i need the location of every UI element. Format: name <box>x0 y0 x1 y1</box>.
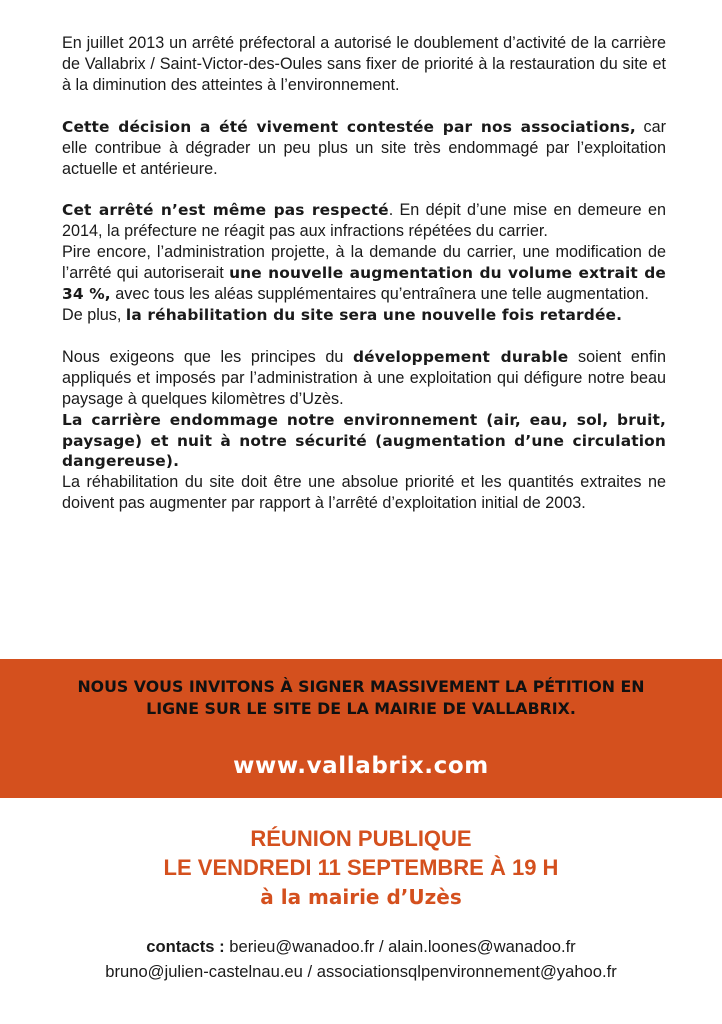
paragraph-rehabilitation <box>62 472 666 514</box>
bold-text: développement durable <box>353 347 569 366</box>
body-text: Pire encore, l’administration projette, à la demande du carrier, une modification de l’arrêté qui autoriserait <box>62 243 666 283</box>
paragraph-damage <box>62 410 666 473</box>
paragraph-intro <box>62 33 666 96</box>
intro-text: En juillet 2013 un arrêté préfectoral a autorisé le doublement d’activité de la carrière de Vallabrix / Saint-Victor-des-Oules sans fixer de priorité à la restauration du site et à la diminution des atteintes à l’environnement. <box>62 34 666 94</box>
contacts-label: contacts : <box>146 937 225 956</box>
meeting-title: RÉUNION PUBLIQUE <box>250 826 472 851</box>
petition-banner <box>0 659 722 798</box>
flyer-body <box>62 33 666 514</box>
petition-call: NOUS VOUS INVITONS À SIGNER MASSIVEMENT LA PÉTITION EN LIGNE SUR LE SITE DE LA MAIRIE DE VALLABRIX. <box>77 677 645 718</box>
contacts-block <box>0 934 722 984</box>
bold-text: Cet arrêté n’est même pas respecté <box>62 201 389 220</box>
body-text: La réhabilitation du site doit être une absolue priorité et les quantités extraites ne doivent pas augmenter par rapport à l’arrêté d’exploitation initial de 2003. <box>62 473 666 513</box>
body-text: Nous exigeons que les principes du <box>62 347 353 366</box>
body-text: soient enfin appliqués et imposés par l’administration à une exploitation qui défigure notre beau paysage à quelques kilomètres d’Uzès. <box>62 347 666 408</box>
paragraph-not-respected <box>62 200 666 242</box>
paragraph-worse <box>62 242 666 305</box>
bold-text: une nouvelle augmentation du volume extrait de 34 %, <box>62 264 666 304</box>
body-text: avec tous les aléas supplémentaires qu’entraînera une telle augmentation. <box>110 285 649 304</box>
paragraph-contestation <box>62 117 666 180</box>
paragraph-delay <box>62 305 666 326</box>
body-text: car elle contribue à dégrader un peu plus un site très endommagé par l’exploitation actuelle et antérieure. <box>62 117 666 178</box>
contact-emails-1[interactable]: berieu@wanadoo.fr / alain.loones@wanadoo.fr <box>224 937 576 956</box>
body-text: De plus, <box>62 305 126 324</box>
bold-text: la réhabilitation du site sera une nouvelle fois retardée. <box>125 305 623 324</box>
contact-emails-2[interactable]: bruno@julien-castelnau.eu / associationsqlpenvironnement@yahoo.fr <box>105 962 617 981</box>
meeting-place: à la mairie d’Uzès <box>260 885 462 909</box>
bold-text: Cette décision a été vivement contestée par nos associations, <box>62 117 636 136</box>
meeting-announcement <box>0 824 722 912</box>
meeting-date: LE VENDREDI 11 SEPTEMBRE À 19 H <box>163 855 559 880</box>
bold-text: La carrière endommage notre environnement (air, eau, sol, bruit, paysage) et nuit à notre sécurité (augmentation d’une circulation dangereuse). <box>62 410 666 471</box>
body-text: . En dépit d’une mise en demeure en 2014, la préfecture ne réagit pas aux infractions répétées du carrier. <box>62 201 666 241</box>
petition-url-link[interactable]: www.vallabrix.com <box>233 753 489 779</box>
contacts-line-1 <box>0 934 722 959</box>
paragraph-demand <box>62 347 666 410</box>
